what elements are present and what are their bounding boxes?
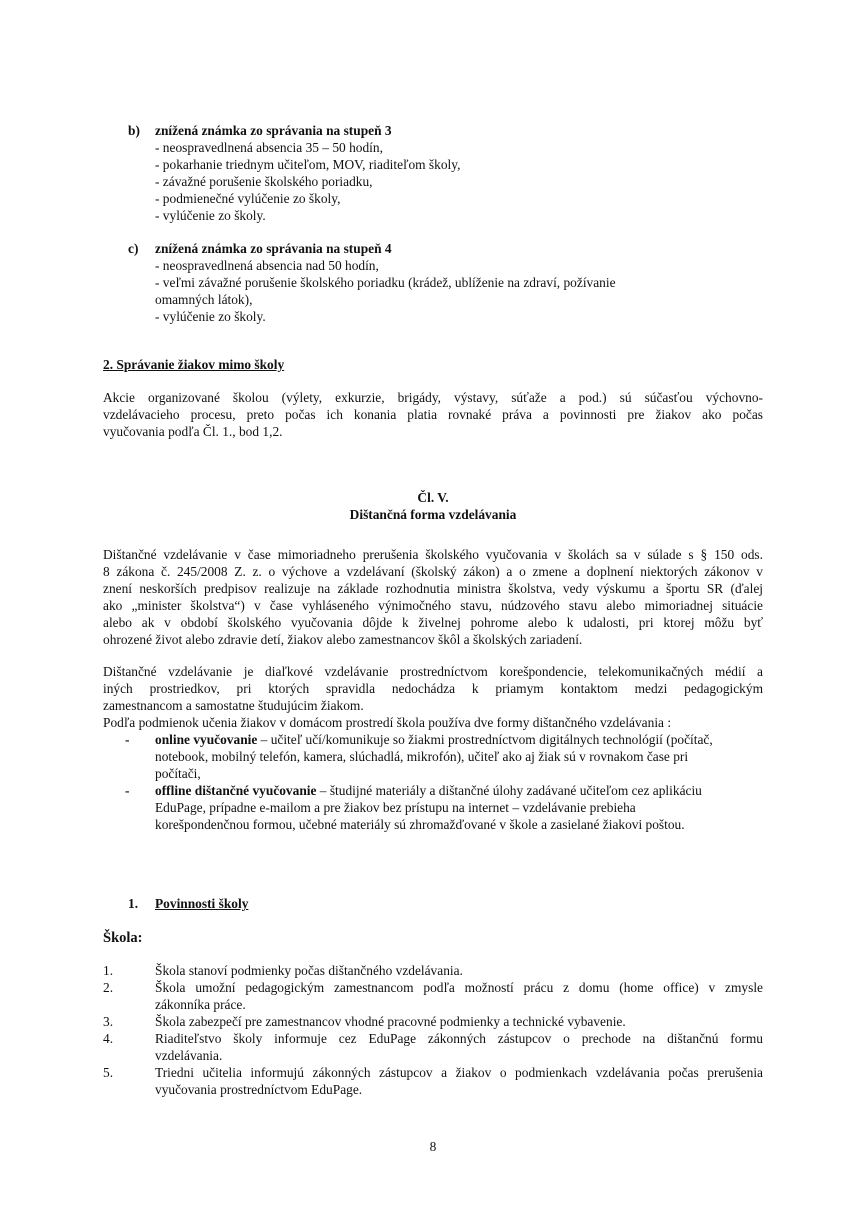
- list-number: 3.: [103, 1014, 114, 1029]
- paragraph-line: počítači,: [155, 766, 201, 781]
- bullet-dash: -: [125, 783, 130, 798]
- list-number: 2.: [103, 980, 114, 995]
- paragraph-line: ako „minister školstva“) v čase vyhláseného výnimočného stavu, núdzového stavu alebo mimoriadnej situácie: [103, 598, 763, 613]
- duties-subheading: Škola:: [103, 930, 143, 946]
- list-item: - pokarhanie triednym učiteľom, MOV, riaditeľom školy,: [155, 157, 461, 172]
- list-number: 1.: [103, 963, 114, 978]
- list-item: - neospravedlnená absencia 35 – 50 hodín,: [155, 140, 383, 155]
- paragraph-line: zamestnancom a samostatne študujúcim žiakom.: [103, 698, 364, 713]
- form-item-offline: [155, 782, 702, 799]
- section-b-label: b): [128, 123, 140, 138]
- paragraph-line: vzdelávacieho procesu, preto počas ich konania platia rovnaké práva a povinnosti pre žiakov ako počas: [103, 407, 763, 422]
- paragraph-line: alebo ak v období školského vyučovania dôjde k živelnej pohrome alebo k udalosti, pri ktorej môžu byť: [103, 615, 763, 630]
- paragraph-line: ohrozené život alebo zdravie detí, žiakov alebo zamestnancov škôl a školských zariadení.: [103, 632, 583, 647]
- form-description: – študijné materiály a dištančné úlohy zadávané učiteľom cez aplikáciu: [316, 783, 702, 798]
- bullet-dash: -: [125, 732, 130, 747]
- paragraph-line: Dištančné vzdelávanie v čase mimoriadneho prerušenia školského vyučovania v školách sa v súlade s § 150 ods.: [103, 547, 763, 562]
- list-item: vzdelávania.: [155, 1048, 223, 1063]
- list-number: 5.: [103, 1065, 114, 1080]
- form-item-online: [155, 731, 713, 748]
- paragraph-line: iných prostriedkov, pri ktorých spravidla nedochádza k priamym kontaktom medzi pedagogickým: [103, 681, 763, 696]
- paragraph-line: korešpondenčnou formou, učebné materiály sú zhromažďované v škole a zasielané žiakovi poštou.: [155, 817, 685, 832]
- list-item: Škola umožní pedagogickým zamestnancom podľa možností prácu z domu (home office) v zmysle: [155, 980, 763, 995]
- list-item: omamných látok),: [155, 292, 253, 307]
- list-item: - vylúčenie zo školy.: [155, 208, 266, 223]
- article-title: Dištančná forma vzdelávania: [349, 507, 517, 522]
- form-term: offline dištančné vyučovanie: [155, 783, 317, 798]
- list-item: - závažné porušenie školského poriadku,: [155, 174, 373, 189]
- paragraph-line: 8 zákona č. 245/2008 Z. z. o výchove a vzdelávaní (školský zákon) a o zmene a doplnení niektorých zákonov v: [103, 564, 763, 579]
- list-item: - vylúčenie zo školy.: [155, 309, 266, 324]
- list-item: - podmienečné vylúčenie zo školy,: [155, 191, 341, 206]
- list-item: Škola stanoví podmienky počas dištančného vzdelávania.: [155, 963, 463, 978]
- section-c-heading: znížená známka zo správania na stupeň 4: [155, 241, 392, 256]
- section-b-heading: znížená známka zo správania na stupeň 3: [155, 123, 392, 138]
- article-number: Čl. V.: [417, 490, 449, 505]
- list-item: - neospravedlnená absencia nad 50 hodín,: [155, 258, 379, 273]
- list-item: - veľmi závažné porušenie školského poriadku (krádež, ublíženie na zdraví, požívanie: [155, 275, 616, 290]
- form-description: – učiteľ učí/komunikuje so žiakmi prostredníctvom digitálnych technológií (počítač,: [257, 732, 713, 747]
- list-item: Triedni učitelia informujú zákonných zástupcov a žiakov o podmienkach vzdelávania počas prerušenia: [155, 1065, 763, 1080]
- duties-heading: Povinnosti školy: [155, 896, 249, 911]
- list-item: Škola zabezpečí pre zamestnancov vhodné pracovné podmienky a technické vybavenie.: [155, 1014, 626, 1029]
- paragraph-line: Podľa podmienok učenia žiakov v domácom prostredí škola používa dve formy dištančného vzdelávania :: [103, 715, 672, 730]
- list-item: Riaditeľstvo školy informuje cez EduPage zákonných zástupcov o prechode na dištančnú formu: [155, 1031, 763, 1046]
- page-number: 8: [429, 1139, 437, 1154]
- list-item: zákonníka práce.: [155, 997, 246, 1012]
- section-c-label: c): [128, 241, 139, 256]
- paragraph-line: EduPage, prípadne e-mailom a pre žiakov bez prístupu na internet – vzdelávanie prebieha: [155, 800, 636, 815]
- section-2-heading: 2. Správanie žiakov mimo školy: [103, 357, 285, 372]
- document-page: [103, 0, 763, 1223]
- list-number: 4.: [103, 1031, 114, 1046]
- list-item: vyučovania prostredníctvom EduPage.: [155, 1082, 363, 1097]
- paragraph-line: notebook, mobilný telefón, kamera, slúchadlá, mikrofón), učiteľ ako aj žiak sú v rovnakom čase pri: [155, 749, 689, 764]
- paragraph-line: Dištančné vzdelávanie je diaľkové vzdelávanie prostredníctvom korešpondencie, telekomunikačných médií a: [103, 664, 763, 679]
- paragraph-line: vyučovania podľa Čl. 1., bod 1,2.: [103, 424, 283, 439]
- duties-number: 1.: [128, 896, 139, 911]
- form-term: online vyučovanie: [155, 732, 258, 747]
- paragraph-line: Akcie organizované školou (výlety, exkurzie, brigády, výstavy, súťaže a pod.) sú súčasťou výchovno-: [103, 390, 763, 405]
- paragraph-line: znení neskorších predpisov realizuje na základe rozhodnutia ministra školstva, vedy výskumu a športu SR (ďalej: [103, 581, 763, 596]
